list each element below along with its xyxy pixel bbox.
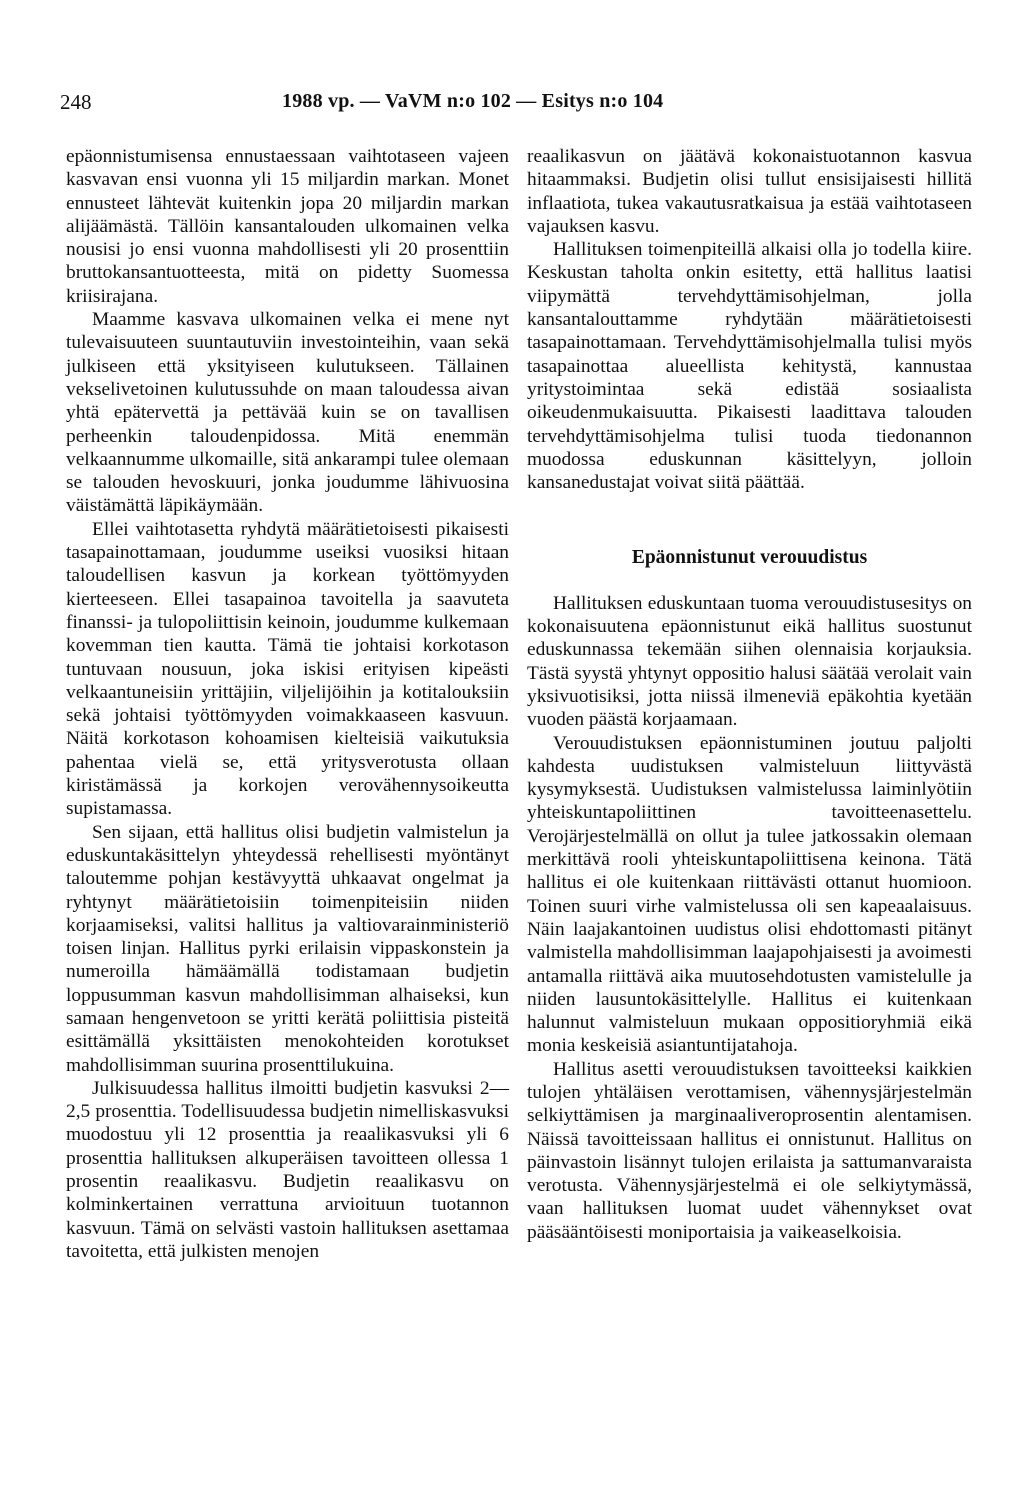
right-column [527, 145, 972, 1244]
running-title: 1988 vp. — VaVM n:o 102 — Esitys n:o 104 [282, 90, 664, 112]
paragraph: Hallituksen toimenpiteillä alkaisi olla jo todella kiire. Keskustan taholta onkin esitetty, että hallitus laatisi viipymättä tervehdyttämisohjelman, jolla kansantalouttamme ryhdytään määrätietoisesti tasapainottamaan. Tervehdyttämisohjelmalla tulisi myös tasapainottaa alueellista kehitystä, kannustaa yritystoimintaa sekä edistää sosiaalista oikeudenmukaisuutta. Pikaisesti laadittava talouden tervehdyttämisohjelma tulisi tuoda tiedonannon muodossa eduskunnan käsittelyyn, jolloin kansanedustajat voivat siitä päättää. [527, 239, 972, 494]
paragraph: Verouudistuksen epäonnistuminen joutuu paljolti kahdesta uudistuksen valmisteluun liittyvästä kysymyksestä. Uudistuksen valmistelussa laiminlyötiin yhteiskuntapoliittinen tavoitteenasettelu. Verojärjestelmällä on ollut ja tulee jatkossakin olemaan merkittävä rooli yhteiskuntapoliittisena keinona. Tätä hallitus ei ole kuitenkaan riittävästi ottanut huomioon. Toinen suuri virhe valmistelussa oli sen kapeaalaisuus. Näin laajakantoinen uudistus olisi ehdottomasti pitänyt valmistella mahdollisimman laajapohjaisesti ja avoimesti antamalla riittävä aika muutosehdotusten vamistelulle ja niiden lausuntokäsittelylle. Hallitus ei kuitenkaan halunnut valmisteluun mukaan oppositioryhmiä eikä monia keskeisiä asiantuntijatahoja. [527, 732, 972, 1057]
page-header [0, 90, 1024, 120]
paragraph: Julkisuudessa hallitus ilmoitti budjetin kasvuksi 2—2,5 prosenttia. Todellisuudessa budjetin nimelliskasvuksi muodostuu yli 12 prosenttia ja reaalikasvuksi yli 6 prosenttia hallituksen alkuperäisen tavoitteen ollessa 1 prosentin reaalikasvu. Budjetin reaalikasvu on kolminkertainen verrattuna arvioituun tuotannon kasvuun. Tämä on selvästi vastoin hallituksen asettamaa tavoitetta, että julkisten menojen [66, 1077, 509, 1262]
paragraph: Sen sijaan, että hallitus olisi budjetin valmistelun ja eduskuntakäsittelyn yhteydessä rehellisesti myöntänyt taloutemme pohjan kestävyyttä uhkaavat ongelmat ja ryhtynyt määrätietoisiin toimenpiteisiin niiden korjaamiseksi, valitsi hallitus ja valtiovarainministeriö toisen linjan. Hallitus pyrki erilaisin vippaskonstein ja numeroilla hämäämällä todistamaan budjetin loppusumman kasvun mahdollisimman alhaiseksi, kun samaan hengenvetoon se yritti kerätä poliittisia pisteitä esittämällä yksittäisten menokohteiden korotukset mahdollisimman suurina prosenttilukuina. [66, 821, 509, 1076]
left-column [66, 145, 509, 1263]
paragraph: Maamme kasvava ulkomainen velka ei mene nyt tulevaisuuteen suuntautuviin investointeihin, vaan sekä julkiseen että yksityiseen kulutukseen. Tällainen vekselivetoinen kulutussuhde on maan taloudessa aivan yhtä epätervettä ja pettävää kuin se on tavallisen perheenkin taloudenpidossa. Mitä enemmän velkaannumme ulkomaille, sitä ankarampi tulee olemaan se talouden hevoskuuri, jonka joudumme lähivuosina väistämättä läpikäymään. [66, 309, 509, 517]
paragraph: epäonnistumisensa ennustaessaan vaihtotaseen vajeen kasvavan ensi vuonna yli 15 miljardin markan. Monet ennusteet lähtevät kuitenkin jopa 20 miljardin markan alijäämästä. Tällöin kansantalouden ulkomainen velka nousisi jo ensi vuonna mahdollisesti yli 20 prosenttiin bruttokansantuotteesta, mitä on pidetty Suomessa kriisirajana. [66, 146, 509, 307]
paragraph: Hallitus asetti verouudistuksen tavoitteeksi kaikkien tulojen yhtäläisen verottamisen, vähennysjärjestelmän selkiyttämisen ja marginaaliveroprosentin alentamisen. Näissä tavoitteissaan hallitus ei onnistunut. Hallitus on päinvastoin lisännyt tulojen erilaista ja sattumanvaraista verotusta. Vähennysjärjestelmä ei ole selkiytymässä, vaan hallituksen luomat uudet vähennykset ovat pääsääntöisesti moniportaisia ja vaikeaselkoisia. [527, 1058, 972, 1243]
paragraph: Ellei vaihtotasetta ryhdytä määrätietoisesti pikaisesti tasapainottamaan, joudumme useiksi vuosiksi hitaan taloudellisen kasvun ja korkean työttömyyden kierteeseen. Ellei tasapainoa tavoitella ja saavuteta finanssi- ja tulopoliittisin keinoin, joudumme kulkemaan kovemman tien kautta. Tämä tie johtaisi korkotason tuntuvaan nousuun, joka iskisi erityisen kipeästi velkaantuneisiin yrittäjiin, viljelijöihin ja kotitalouksiin sekä johtaisi työttömyyden voimakkaaseen kasvuun. Näitä korkotason kohoamisen kielteisiä vaikutuksia pahentaa vielä se, että yritysverotusta ollaan kiristämässä ja korkojen verovähennysoikeutta supistamassa. [66, 518, 509, 820]
paragraph: reaalikasvun on jäätävä kokonaistuotannon kasvua hitaammaksi. Budjetin olisi tullut ensisijaisesti hillitä inflaatiota, tukea vakautusratkaisua ja estää vaihtotaseen vajauksen kasvu. [527, 146, 972, 237]
section-heading: Epäonnistunut verouudistus [631, 547, 868, 569]
paragraph: Hallituksen eduskuntaan tuoma verouudistusesitys on kokonaisuutena epäonnistunut eikä hallitus suostunut eduskunnassa tekemään siihen olennaisia korjauksia. Tästä syystä yhtynyt oppositio halusi säätää verolait vain yksivuotisiksi, jotta niissä ilmeneviä epäkohtia kyetään vuoden päästä korjaamaan. [527, 592, 972, 731]
page-number: 248 [60, 90, 92, 114]
